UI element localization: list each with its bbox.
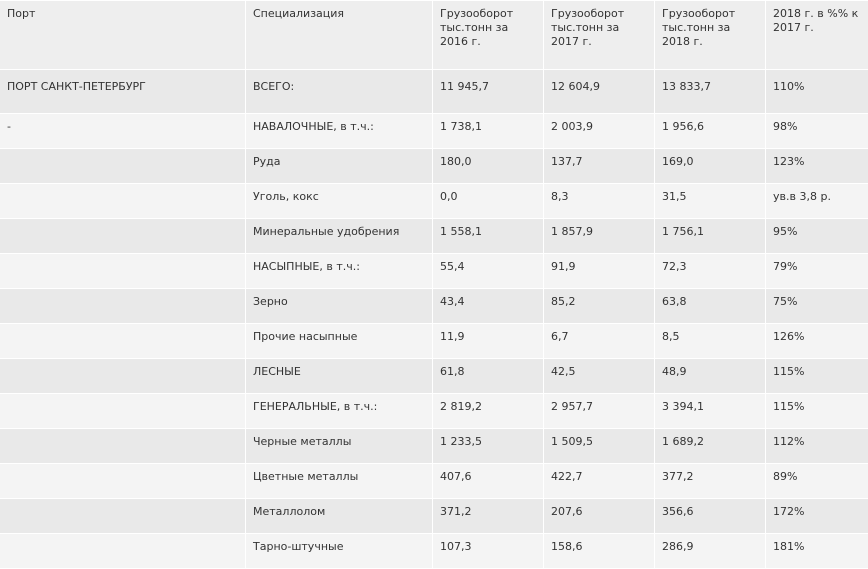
cell-ratio: 79%	[766, 254, 868, 288]
table-row	[0, 289, 868, 323]
cell-turnover-2016: 11 945,7	[433, 70, 543, 113]
cell-specialization: Зерно	[246, 289, 432, 323]
cell-port	[0, 324, 245, 358]
cell-turnover-2017: 207,6	[544, 499, 654, 533]
cell-port	[0, 429, 245, 463]
table-row	[0, 394, 868, 428]
cell-turnover-2016: 2 819,2	[433, 394, 543, 428]
cell-turnover-2016: 1 233,5	[433, 429, 543, 463]
table-body	[0, 1, 868, 568]
cell-turnover-2017: 8,3	[544, 184, 654, 218]
cell-turnover-2018: 8,5	[655, 324, 765, 358]
cell-port	[0, 394, 245, 428]
header-turnover-2016: Грузооборот тыс.тонн за 2016 г.	[433, 1, 543, 69]
cell-turnover-2016: 61,8	[433, 359, 543, 393]
header-port: Порт	[0, 1, 245, 69]
cell-specialization: Минеральные удобрения	[246, 219, 432, 253]
cell-turnover-2018: 356,6	[655, 499, 765, 533]
table-header-row	[0, 1, 868, 69]
table-row	[0, 149, 868, 183]
cell-port	[0, 289, 245, 323]
cell-turnover-2016: 407,6	[433, 464, 543, 498]
cell-ratio: ув.в 3,8 р.	[766, 184, 868, 218]
cell-port	[0, 184, 245, 218]
cell-turnover-2017: 158,6	[544, 534, 654, 568]
cell-specialization: Цветные металлы	[246, 464, 432, 498]
cell-specialization: Руда	[246, 149, 432, 183]
cell-turnover-2017: 42,5	[544, 359, 654, 393]
table-row	[0, 359, 868, 393]
cell-turnover-2018: 63,8	[655, 289, 765, 323]
cell-turnover-2018: 1 689,2	[655, 429, 765, 463]
cell-turnover-2018: 1 756,1	[655, 219, 765, 253]
cell-ratio: 89%	[766, 464, 868, 498]
cell-port	[0, 464, 245, 498]
header-specialization: Специализация	[246, 1, 432, 69]
cell-specialization: ЛЕСНЫЕ	[246, 359, 432, 393]
cell-turnover-2018: 377,2	[655, 464, 765, 498]
cell-ratio: 181%	[766, 534, 868, 568]
cell-turnover-2018: 286,9	[655, 534, 765, 568]
cell-ratio: 75%	[766, 289, 868, 323]
cell-turnover-2016: 371,2	[433, 499, 543, 533]
cell-turnover-2016: 0,0	[433, 184, 543, 218]
cell-specialization: НАСЫПНЫЕ, в т.ч.:	[246, 254, 432, 288]
cell-turnover-2017: 2 003,9	[544, 114, 654, 148]
header-turnover-2017: Грузооборот тыс.тонн за 2017 г.	[544, 1, 654, 69]
cell-turnover-2017: 91,9	[544, 254, 654, 288]
cell-ratio: 123%	[766, 149, 868, 183]
cell-specialization: Уголь, кокс	[246, 184, 432, 218]
cell-ratio: 115%	[766, 394, 868, 428]
cell-ratio: 172%	[766, 499, 868, 533]
cell-turnover-2016: 107,3	[433, 534, 543, 568]
cell-specialization: ГЕНЕРАЛЬНЫЕ, в т.ч.:	[246, 394, 432, 428]
cell-ratio: 98%	[766, 114, 868, 148]
table-row	[0, 219, 868, 253]
cell-turnover-2017: 137,7	[544, 149, 654, 183]
cell-turnover-2018: 13 833,7	[655, 70, 765, 113]
cell-ratio: 126%	[766, 324, 868, 358]
cell-turnover-2017: 6,7	[544, 324, 654, 358]
cell-turnover-2017: 85,2	[544, 289, 654, 323]
table-row	[0, 70, 868, 113]
header-ratio-2018-2017: 2018 г. в %% к 2017 г.	[766, 1, 868, 69]
table-row	[0, 254, 868, 288]
cell-port	[0, 534, 245, 568]
cell-turnover-2018: 72,3	[655, 254, 765, 288]
cell-port	[0, 359, 245, 393]
header-turnover-2018: Грузооборот тыс.тонн за 2018 г.	[655, 1, 765, 69]
cell-ratio: 110%	[766, 70, 868, 113]
table-row	[0, 499, 868, 533]
cell-specialization: Черные металлы	[246, 429, 432, 463]
cell-specialization: НАВАЛОЧНЫЕ, в т.ч.:	[246, 114, 432, 148]
table-row	[0, 184, 868, 218]
cell-specialization: Металлолом	[246, 499, 432, 533]
cell-turnover-2017: 2 957,7	[544, 394, 654, 428]
cell-ratio: 112%	[766, 429, 868, 463]
cell-turnover-2016: 55,4	[433, 254, 543, 288]
cell-port: ПОРТ САНКТ-ПЕТЕРБУРГ	[0, 70, 245, 113]
cell-turnover-2018: 3 394,1	[655, 394, 765, 428]
table-row	[0, 429, 868, 463]
cell-ratio: 115%	[766, 359, 868, 393]
cell-turnover-2018: 1 956,6	[655, 114, 765, 148]
cell-specialization: ВСЕГО:	[246, 70, 432, 113]
table-row	[0, 324, 868, 358]
cell-turnover-2017: 1 857,9	[544, 219, 654, 253]
cell-turnover-2016: 43,4	[433, 289, 543, 323]
cell-port	[0, 149, 245, 183]
cell-turnover-2016: 180,0	[433, 149, 543, 183]
cell-turnover-2018: 169,0	[655, 149, 765, 183]
table-row	[0, 534, 868, 568]
cell-turnover-2018: 48,9	[655, 359, 765, 393]
table-row	[0, 464, 868, 498]
cell-port: -	[0, 114, 245, 148]
cell-turnover-2016: 11,9	[433, 324, 543, 358]
cell-port	[0, 499, 245, 533]
cell-specialization: Прочие насыпные	[246, 324, 432, 358]
cell-port	[0, 219, 245, 253]
table-row	[0, 114, 868, 148]
cell-turnover-2017: 1 509,5	[544, 429, 654, 463]
cell-specialization: Тарно-штучные	[246, 534, 432, 568]
cell-ratio: 95%	[766, 219, 868, 253]
cell-turnover-2017: 12 604,9	[544, 70, 654, 113]
cell-port	[0, 254, 245, 288]
cell-turnover-2016: 1 558,1	[433, 219, 543, 253]
cell-turnover-2016: 1 738,1	[433, 114, 543, 148]
cell-turnover-2017: 422,7	[544, 464, 654, 498]
cell-turnover-2018: 31,5	[655, 184, 765, 218]
